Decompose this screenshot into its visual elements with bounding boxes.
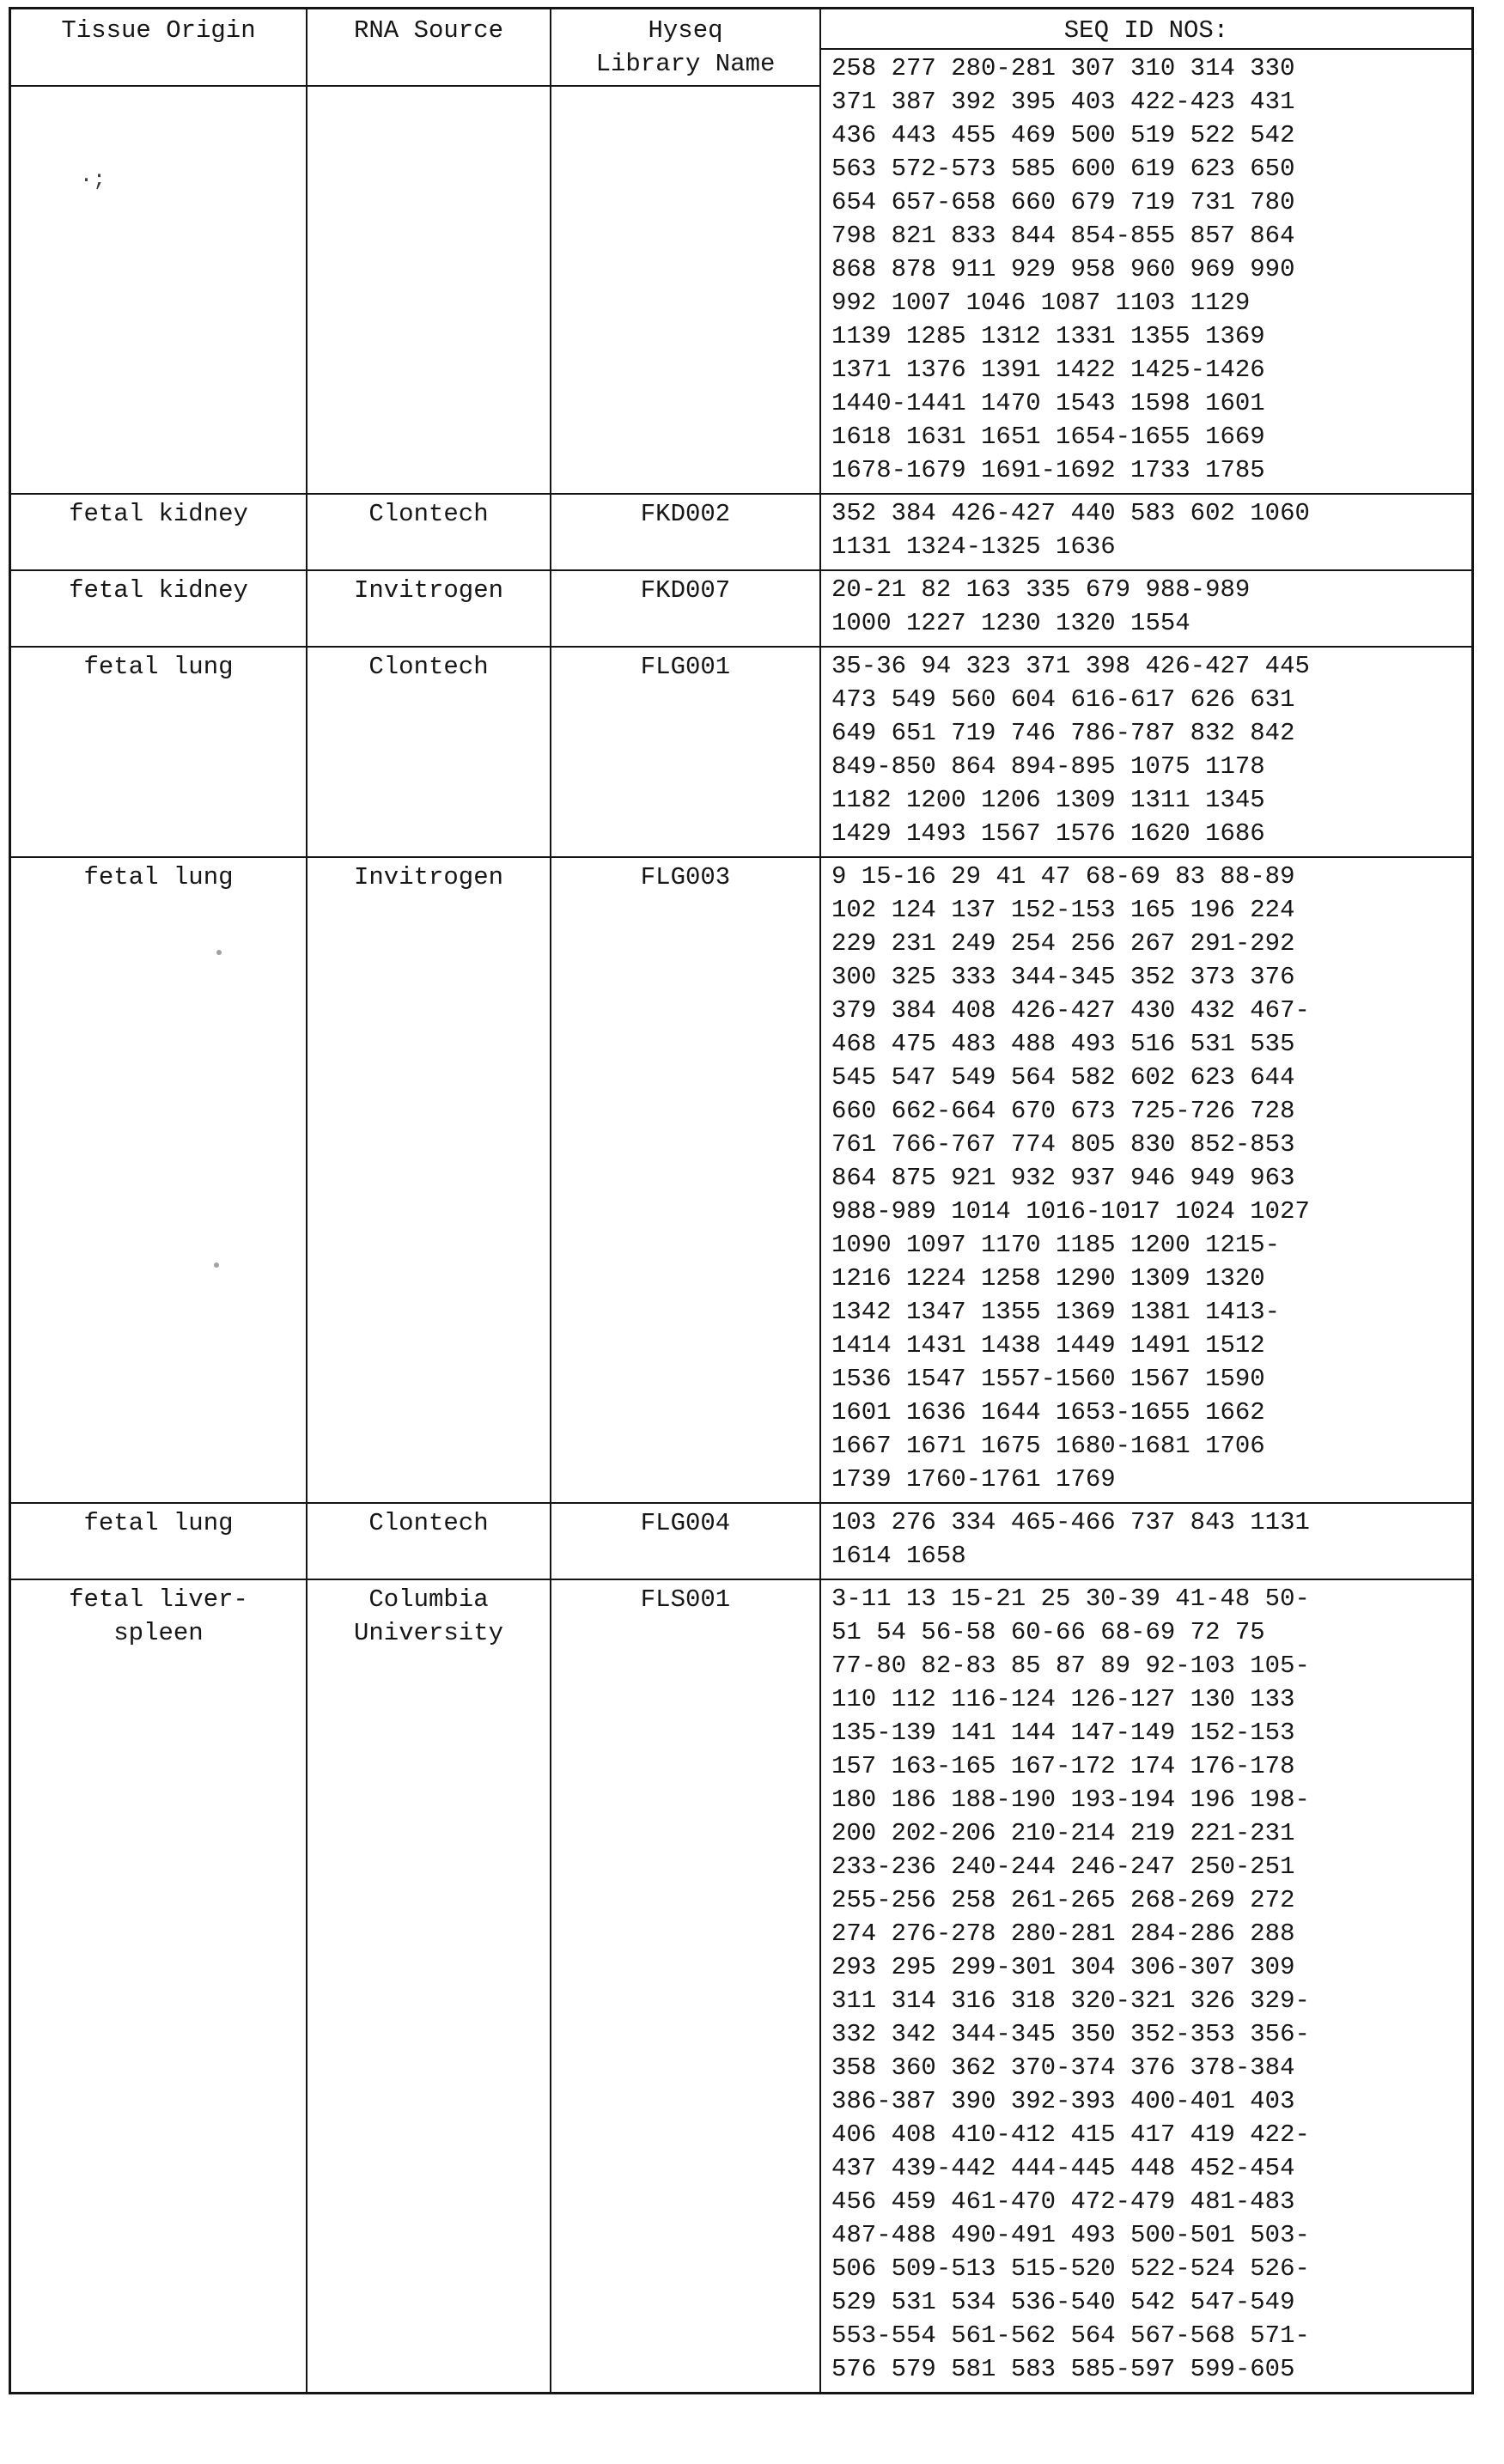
row-2-library: FKD002: [551, 495, 821, 571]
row-1-library-cell: [551, 87, 821, 495]
row-1-tissue-cell: [11, 87, 307, 495]
row-1-rna-cell: [307, 87, 551, 495]
row-6-tissue: fetal lung: [11, 1504, 307, 1580]
row-3-tissue: fetal kidney: [11, 571, 307, 648]
scan-speck: [216, 950, 222, 955]
row-5-tissue: fetal lung: [11, 858, 307, 1504]
header-seq-id-nos: SEQ ID NOS:: [821, 9, 1471, 50]
header-rna-source: RNA Source: [307, 9, 551, 87]
row-5-seq-ids: 9 15-16 29 41 47 68-69 83 88-89 102 124 137 152-153 165 196 224 229 231 249 254 256 267 291-292 300 325 333 344-345 352 373 376 379 384 408 426-427 430 432 467- 468 475 483 488 493 516 531 535 545 547 549 564 582 602 623 644 660 662-664 670 673 725-726 728 761 766-767 774 805 830 852-853 864 875 921 932 937 946 949 963 988-989 1014 1016-1017 1024 1027 1090 1097 1170 1185 1200 1215- 1216 1224 1258 1290 1309 1320 1342 1347 1355 1369 1381 1413- 1414 1431 1438 1449 1491 1512 1536 1547 1557-1560 1567 1590 1601 1636 1644 1653-1655 1662 1667 1671 1675 1680-1681 1706 1739 1760-1761 1769: [821, 858, 1471, 1504]
header-tissue-origin: Tissue Origin: [11, 9, 307, 87]
header-hyseq-library-name: Hyseq Library Name: [551, 9, 821, 87]
row-7-library: FLS001: [551, 1580, 821, 2392]
row-5-library: FLG003: [551, 858, 821, 1504]
row-4-tissue: fetal lung: [11, 648, 307, 858]
row-2-rna: Clontech: [307, 495, 551, 571]
scan-speck: [214, 1262, 219, 1268]
row-7-seq-ids: 3-11 13 15-21 25 30-39 41-48 50- 51 54 56-58 60-66 68-69 72 75 77-80 82-83 85 87 89 92-103 105- 110 112 116-124 126-127 130 133 135-139 141 144 147-149 152-153 157 163-165 167-172 174 176-178 180 186 188-190 193-194 196 198- 200 202-206 210-214 219 221-231 233-236 240-244 246-247 250-251 255-256 258 261-265 268-269 272 274 276-278 280-281 284-286 288 293 295 299-301 304 306-307 309 311 314 316 318 320-321 326 329- 332 342 344-345 350 352-353 356- 358 360 362 370-374 376 378-384 386-387 390 392-393 400-401 403 406 408 410-412 415 417 419 422- 437 439-442 444-445 448 452-454 456 459 461-470 472-479 481-483 487-488 490-491 493 500-501 503- 506 509-513 515-520 522-524 526- 529 531 534 536-540 542 547-549 553-554 561-562 564 567-568 571- 576 579 581 583 585-597 599-605: [831, 1585, 1310, 2383]
row-4-seq-ids: 35-36 94 323 371 398 426-427 445 473 549 560 604 616-617 626 631 649 651 719 746 786-787 832 842 849-850 864 894-895 1075 1178 1182 1200 1206 1309 1311 1345 1429 1493 1567 1576 1620 1686: [821, 648, 1471, 858]
row-6-rna: Clontech: [307, 1504, 551, 1580]
row-2-tissue: fetal kidney: [11, 495, 307, 571]
row-4-rna: Clontech: [307, 648, 551, 858]
scan-artifact-mark: ·;: [80, 167, 107, 192]
row-6-seq-ids: 103 276 334 465-466 737 843 1131 1614 1658: [821, 1504, 1471, 1580]
seq-id-table: [9, 7, 1474, 2394]
row-5-rna: Invitrogen: [307, 858, 551, 1504]
row-3-library: FKD007: [551, 571, 821, 648]
row-7-tissue: fetal liver- spleen: [11, 1580, 307, 2392]
row-6-library: FLG004: [551, 1504, 821, 1580]
row-3-seq-ids: 20-21 82 163 335 679 988-989 1000 1227 1230 1320 1554: [821, 571, 1471, 648]
row-2-seq-ids: 352 384 426-427 440 583 602 1060 1131 1324-1325 1636: [821, 495, 1471, 571]
row-4-library: FLG001: [551, 648, 821, 858]
row-7-rna: Columbia University: [307, 1580, 551, 2392]
row-1-seq-ids: 258 277 280-281 307 310 314 330 371 387 392 395 403 422-423 431 436 443 455 469 500 519 522 542 563 572-573 585 600 619 623 650 654 657-658 660 679 719 731 780 798 821 833 844 854-855 857 864 868 878 911 929 958 960 969 990 992 1007 1046 1087 1103 1129 1139 1285 1312 1331 1355 1369 1371 1376 1391 1422 1425-1426 1440-1441 1470 1543 1598 1601 1618 1631 1651 1654-1655 1669 1678-1679 1691-1692 1733 1785: [821, 50, 1471, 495]
row-3-rna: Invitrogen: [307, 571, 551, 648]
